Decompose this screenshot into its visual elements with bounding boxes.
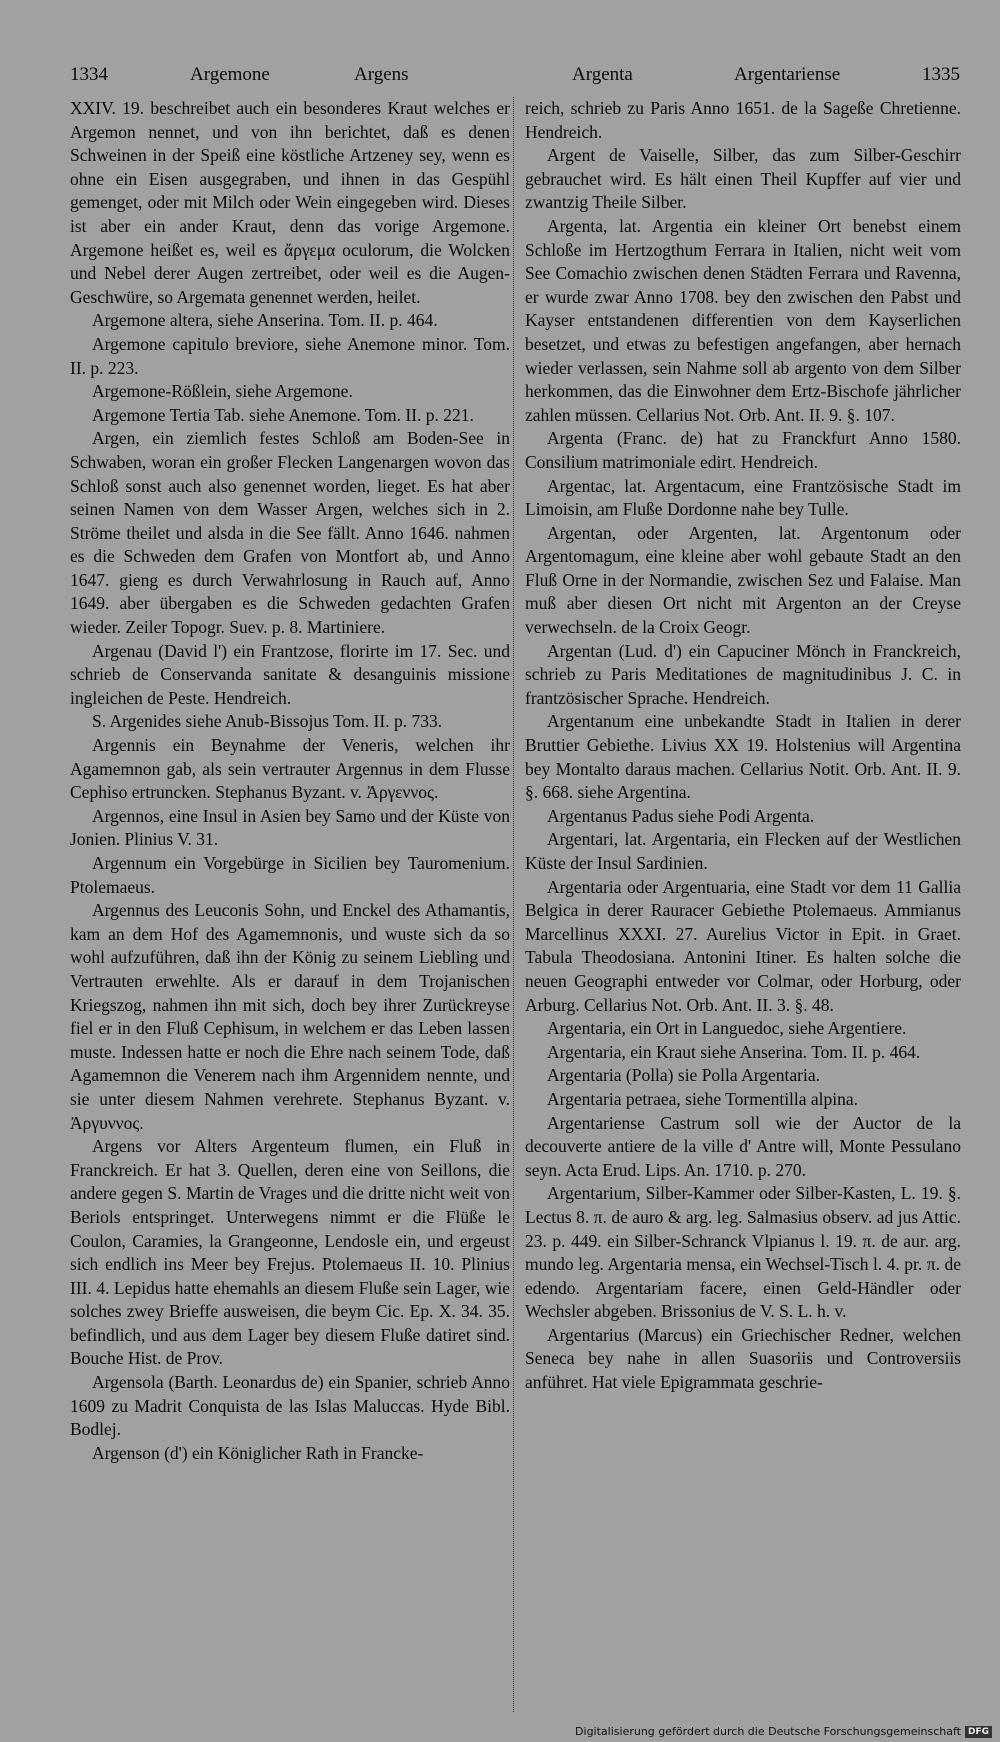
left-column [70,97,510,1465]
entry-text: Argentanum eine unbekandte Stadt in Italien in derer Bruttier Gebiethe. Livius XX 19. Holstenius will Argentina bey Montalto daraus machen. Cellarius Notit. Orb. Ant. II. 9. §. 668. siehe Argentina. [525,711,961,803]
entry-text: Argen, ein ziemlich festes Schloß am Boden-See in Schwaben, woran ein großer Flecken Langenargen wovon das Schloß sonst auch also genennet worden, lieget. Es hat aber seinen Namen von dem Wasser Argen, welches sich in 2. Ströme theilet und alsda in die See fällt. Anno 1646. nahmen es die Schweden dem Grafen von Montfort ab, und Anno 1647. gieng es durch Verwahrlosung in Rauch auf, Anno 1649. aber übergaben es die Schweden gedachten Grafen wieder. Zeiler Topogr. Suev. p. 8. Martiniere. [70,428,510,638]
entry-text: Argentarius (Marcus) ein Griechischer Redner, welchen Seneca bey nahe in allen Suasoriis und Controversiis anführet. Hat viele Epigrammata geschrie- [525,1324,961,1393]
entry-text: reich, schrieb zu Paris Anno 1651. de la Sageße Chretienne. Hendreich. [525,98,961,142]
entry-text: Argentan (Lud. d') ein Capuciner Mönch in Franckreich, schrieb zu Paris Meditationes de magnitudinibus J. C. in frantzösischer Sprache. Hendreich. [525,640,961,708]
entry-text: S. Argenides siehe Anub-Bissojus Tom. II. p. 733. [92,711,443,732]
entry-text: Argemone altera, siehe Anserina. Tom. II. p. 464. [92,310,438,331]
entry-text: Argentaria (Polla) sie Polla Argentaria. [547,1065,820,1086]
page-number-right: 1335 [922,64,960,85]
right-column [525,97,961,1395]
credit-text: Digitalisierung gefördert durch die Deutsche Forschungsgemeinschaft [575,1725,961,1738]
entry-text: Argens vor Alters Argenteum flumen, ein Fluß in Franckreich. Er hat 3. Quellen, deren eine von Seillons, die andere gegen S. Martin de Vrages und die dritte nicht weit von Beriols entspringet. Unterwegens nimmt er die Flüße le Coulon, Caramies, la Grangeonne, Lendosle ein, und ergeust sich endlich ins Meer bey Frejus. Ptolemaeus II. 10. Plinius III. 4. Lepidus hatte ehemahls an diesem Fluße sein Lager, wie solches zwey Brieffe ausweisen, die beym Cic. Ep. X. 34. 35. befindlich, und aus dem Lager bey diesem Fluße datiret sind. Bouche Hist. de Prov. [70,1136,510,1369]
entry-text: Argentaria petraea, siehe Tormentilla alpina. [547,1088,859,1109]
entry-text: Argennum ein Vorgebürge in Sicilien bey Tauromenium. Ptolemaeus. [70,853,510,897]
page-number-left: 1334 [70,64,108,85]
entry-text: Argentarium, Silber-Kammer oder Silber-Kasten, L. 19. §. Lectus 8. π. de auro & arg. leg. Salmasius observ. ad jus Attic. 23. p. 449. ein Silber-Schranck Vlpianus l. 19. π. de aur. arg. mundo leg. Argentaria mensa, ein Wechsel-Tisch l. 4. pr. π. de edendo. Argentariam facere, einen Geld-Händler oder Wechsler abgeben. Brissonius de V. S. L. h. v. [525,1183,961,1322]
entry-text: Argentac, lat. Argentacum, eine Frantzösische Stadt im Limoisin, am Fluße Dordonne nahe bey Tulle. [525,475,961,520]
entry-text: Argent de Vaiselle, Silber, das zum Silber-Geschirr gebrauchet wird. Es hält einen Theil Kupffer auf vier und zwantzig Theile Silber. [525,145,961,213]
digitization-credit [575,1725,992,1738]
catchword-2: Argens [354,64,409,85]
entry-text: Argentaria, ein Ort in Languedoc, siehe Argentiere. [547,1018,907,1039]
catchword-1: Argemone [190,64,270,85]
entry-text: Argenau (David l') ein Frantzose, florirte im 17. Sec. und schrieb de Conservanda sanitate & desanguinis missione ingleichen de Peste. Hendreich. [70,640,510,708]
entry-text: Argentanus Padus siehe Podi Argenta. [547,805,815,826]
entry-text: Argenta, lat. Argentia ein kleiner Ort benebst einem Schloße im Hertzogthum Ferrara in Italien, nicht weit vom See Comachio zwischen denen Städten Ferrara und Ravenna, er wurde zwar Anno 1708. bey den zwischen den Pabst und Kayser entstandenen differentien von dem Kayserlichen besetzet, und etwas zu befestigen angefangen, aber hernach wieder verlassen, sein Nahme soll ab argento von dem Silber herkommen, das die Einwohner dem Ertz-Bischofe jährlicher zahlen müssen. Cellarius Not. Orb. Ant. II. 9. §. 107. [525,215,961,425]
entry-text: Argenson (d') ein Königlicher Rath in Francke- [92,1442,424,1463]
entry-text: Argennos, eine Insul in Asien bey Samo und der Küste von Jonien. Plinius V. 31. [70,805,510,850]
entry-text: Argensola (Barth. Leonardus de) ein Spanier, schrieb Anno 1609 zu Madrit Conquista de las Islas Maluccas. Hyde Bibl. Bodlej. [70,1372,510,1440]
running-header [70,64,960,94]
entry-text: XXIV. 19. beschreibet auch ein besonderes Kraut welches er Argemon nennet, und von ihn berichtet, daß es denen Schweinen in der Speiß eine köstliche Artzeney sey, wenn es ohne ein Eisen ausgegraben, und ihnen in das Gespühl gemenget, oder mit Milch oder Wein eingegeben wird. Dieses ist aber ein ander Kraut, denn das vorige Argemone. Argemone heißet es, weil es ἄργεμα oculorum, die Wolcken und Nebel derer Augen zertreibet, oder weil es die Augen-Geschwüre, so Argemata genennet werden, heilet. [70,98,510,307]
entry-text: Argentan, oder Argenten, lat. Argentonum oder Argentomagum, eine kleine aber wohl gebaute Stadt an den Fluß Orne in der Normandie, zwischen Sez und Falaise. Man muß aber diesen Ort nicht mit Argenton an der Creyse verwechseln. de la Croix Geogr. [525,522,961,638]
catchword-4: Argentariense [734,64,841,85]
entry-text: Argemone Tertia Tab. siehe Anemone. Tom. II. p. 221. [92,404,474,425]
entry-text: Argennis ein Beynahme der Veneris, welchen ihr Agamemnon gab, als sein vertrauter Argennus in dem Flusse Cephiso ertruncken. Stephanus Byzant. v. Ἀργεννος. [70,735,510,803]
column-divider [513,97,514,1712]
entry-text: Argentariense Castrum soll wie der Auctor de la decouverte antiere de la ville d' Antre will, Monte Pessulano seyn. Acta Erud. Lips. An. 1710. p. 270. [525,1112,961,1180]
entry-text: Argentaria, ein Kraut siehe Anserina. Tom. II. p. 464. [547,1041,921,1062]
entry-text: Argemone-Rößlein, siehe Argemone. [92,381,353,402]
entry-text: Argemone capitulo breviore, siehe Anemone minor. Tom. II. p. 223. [70,333,510,378]
entry-text: Argentari, lat. Argentaria, ein Flecken auf der Westlichen Küste der Insul Sardinien. [525,829,961,873]
entry-text: Argentaria oder Argentuaria, eine Stadt vor dem 11 Gallia Belgica in derer Rauracer Gebiethe Ptolemaeus. Ammianus Marcellinus XXXI. 27. Aurelius Victor in Epit. in Graet. Tabula Theodosiana. Antonini Itiner. Es halten solche die neuen Geographi entweder vor Colmar, oder Horburg, oder Arburg. Cellarius Not. Orb. Ant. II. 3. §. 48. [525,876,961,1015]
catchword-3: Argenta [572,64,633,85]
dfg-logo: DFG [965,1726,992,1738]
entry-text: Argennus des Leuconis Sohn, und Enckel des Athamantis, kam an dem Hof des Agamemnonis, und wuste sich da so wohl aufzuführen, daß ihn der König zu seinem Liebling und Vertrauten erwehlte. Als er darauf in dem Trojanischen Kriegszog, nahmen ihn mit sich, doch bey ihrer Zurückreyse fiel er in den Fluß Cephisum, in welchem er das Leben lassen muste. Indessen hatte er noch die Ehre nach seinem Tode, daß Agamemnon die Venerem nach ihm Argennidem nennte, und sie unter diesem Nahmen verehrete. Stephanus Byzant. v. Ἀργυννος. [70,900,510,1133]
entry-text: Argenta (Franc. de) hat zu Franckfurt Anno 1580. Consilium matrimoniale edirt. Hendreich. [525,428,961,472]
